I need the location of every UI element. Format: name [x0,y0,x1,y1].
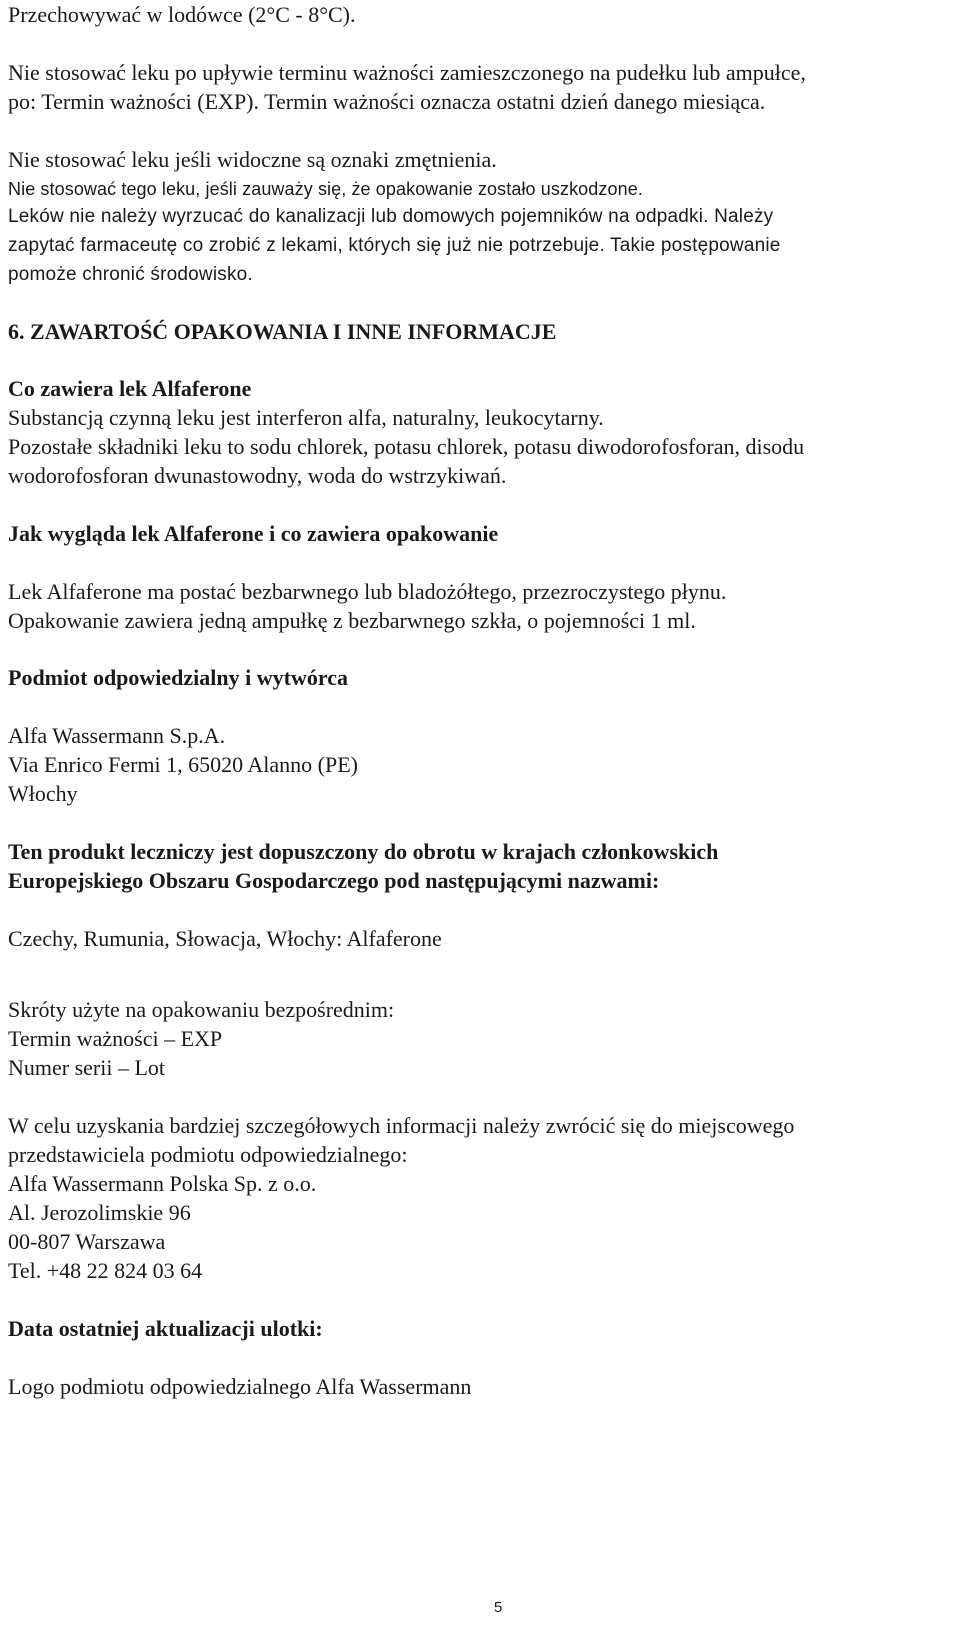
expiry-text-line-1: Nie stosować leku po upływie terminu ważności zamieszczonego na pudełku lub ampułce, [8,60,806,85]
eea-product-names: Czechy, Rumunia, Słowacja, Włochy: Alfaferone [8,926,442,951]
eea-heading-line-1: Ten produkt leczniczy jest dopuszczony do obrotu w krajach członkowskich [8,839,719,864]
last-update-heading: Data ostatniej aktualizacji ulotki: [8,1316,323,1341]
logo-note: Logo podmiotu odpowiedzialnego Alfa Wassermann [8,1374,472,1399]
turbidity-warning: Nie stosować leku jeśli widoczne są oznaki zmętnienia. [8,147,497,172]
contact-text-line-1: W celu uzyskania bardziej szczegółowych informacji należy zwrócić się do miejscowego [8,1113,795,1138]
disposal-text-line-3: pomoże chronić środowisko. [8,264,253,285]
abbreviation-exp: Termin ważności – EXP [8,1026,223,1051]
abbreviation-lot: Numer serii – Lot [8,1055,166,1080]
mah-name: Alfa Wassermann S.p.A. [8,723,226,748]
contact-company: Alfa Wassermann Polska Sp. z o.o. [8,1171,317,1196]
excipients-text-line-2: wodorofosforan dwunastowodny, woda do wstrzykiwań. [8,463,507,488]
mah-country: Włochy [8,781,78,806]
contact-text-line-2: przedstawiciela podmiotu odpowiedzialnego: [8,1142,408,1167]
abbreviations-heading: Skróty użyte na opakowaniu bezpośrednim: [8,997,395,1022]
active-substance-text: Substancją czynną leku jest interferon alfa, naturalny, leukocytarny. [8,405,604,430]
damaged-package-warning: Nie stosować tego leku, jeśli zauważy się, że opakowanie zostało uszkodzone. [8,179,643,199]
disposal-text-line-2: zapytać farmaceutę co zrobić z lekami, których się już nie potrzebuje. Takie postępowanie [8,235,781,256]
section-6-heading: 6. ZAWARTOŚĆ OPAKOWANIA I INNE INFORMACJE [8,319,557,344]
storage-temperature: Przechowywać w lodówce (2°C - 8°C). [8,2,356,27]
eea-heading-line-2: Europejskiego Obszaru Gospodarczego pod następującymi nazwami: [8,868,660,893]
mah-heading: Podmiot odpowiedzialny i wytwórca [8,665,348,690]
contact-phone: Tel. +48 22 824 03 64 [8,1258,203,1283]
contents-heading: Co zawiera lek Alfaferone [8,376,252,401]
excipients-text-line-1: Pozostałe składniki leku to sodu chlorek, potasu chlorek, potasu diwodorofosforan, disodu [8,434,805,459]
disposal-text-line-1: Leków nie należy wyrzucać do kanalizacji lub domowych pojemników na odpadki. Należy [8,206,774,227]
mah-address: Via Enrico Fermi 1, 65020 Alanno (PE) [8,752,359,777]
appearance-text-line-1: Lek Alfaferone ma postać bezbarwnego lub bladożółtego, przezroczystego płynu. [8,579,727,604]
page-number: 5 [494,1599,503,1616]
appearance-text-line-2: Opakowanie zawiera jedną ampułkę z bezbarwnego szkła, o pojemności 1 ml. [8,608,696,633]
contact-city: 00-807 Warszawa [8,1229,166,1254]
expiry-text-line-2: po: Termin ważności (EXP). Termin ważności oznacza ostatni dzień danego miesiąca. [8,89,766,114]
appearance-heading: Jak wygląda lek Alfaferone i co zawiera opakowanie [8,521,499,546]
contact-street: Al. Jerozolimskie 96 [8,1200,191,1225]
